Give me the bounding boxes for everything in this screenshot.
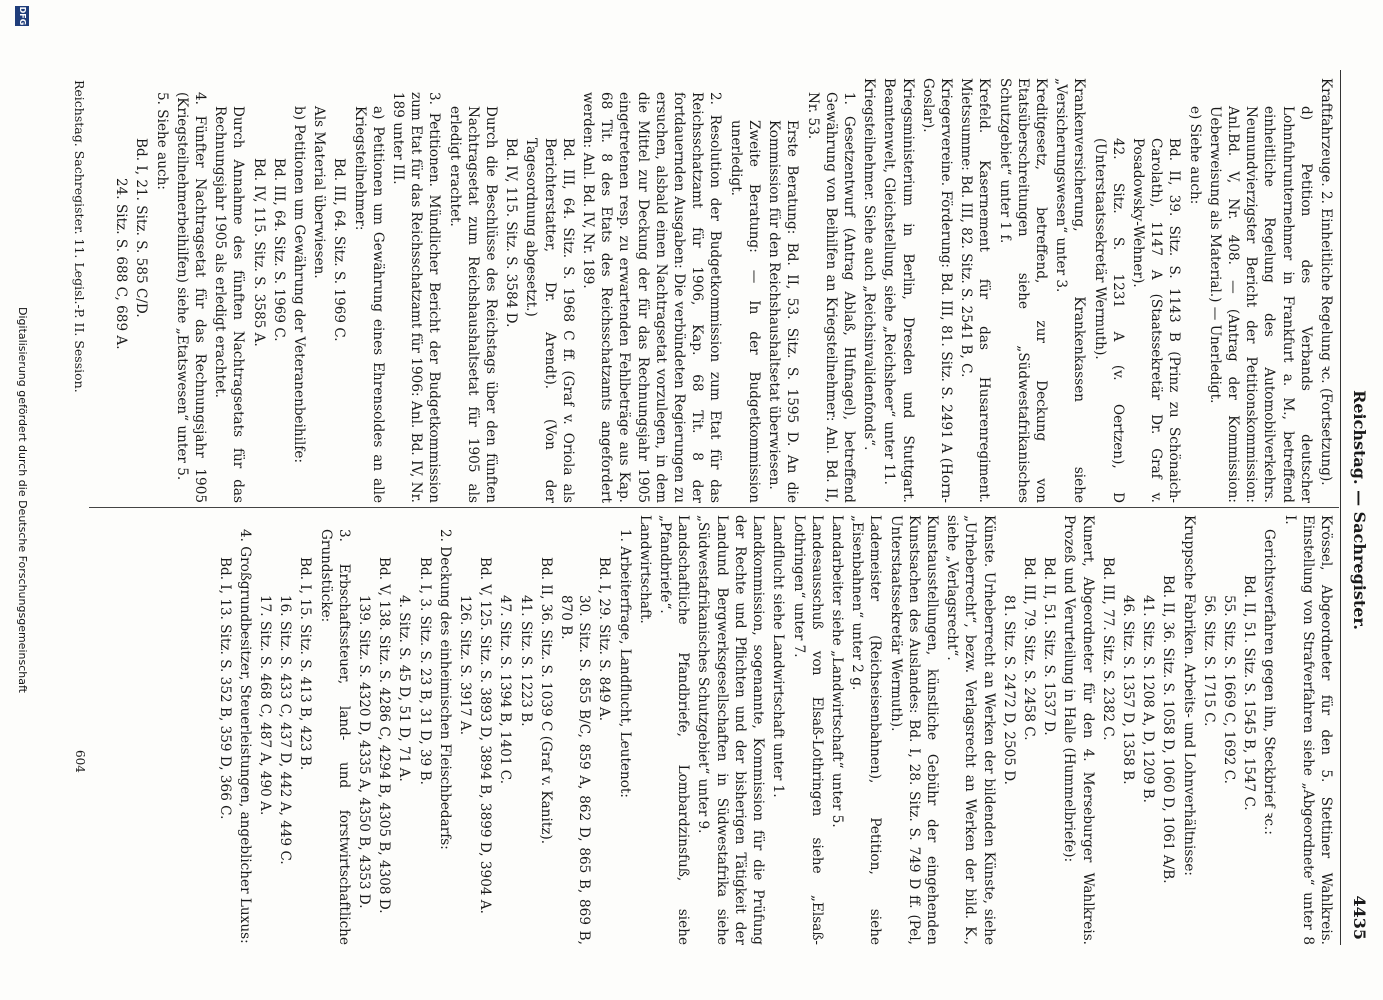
index-subentry: Zweite Beratung: — In der Budgetkommission unerledigt.: [727, 120, 762, 503]
index-subentry: Als Material überwiesen.: [311, 106, 328, 279]
header-rule: [1340, 70, 1341, 945]
index-subentry: Bd. II, 36. Sitz. S. 1039 C (Graf v. Kanitz).: [537, 557, 554, 845]
index-subentry: 42. Sitz. S. 1231 A (v. Oertzen), D (Unterstaatssekretär Wermuth).: [1091, 138, 1126, 503]
index-subentry: Bd. IV, 115. Sitz. S. 3584 D.: [503, 138, 520, 328]
index-subentry: Bd. II, 39. Sitz. S. 1143 B (Prinz zu Schönaich-Carolath), 1147 A (Staatssekretär Dr. Graf v. Posadowsky-Wehner).: [1129, 138, 1183, 503]
index-subentry: Bd. I, 3. Sitz. S. 23 B, 31 D, 39 B.: [416, 557, 433, 785]
index-subentry: Bd. V, 138. Sitz. S. 4286 C, 4294 B, 4305 B, 4308 D.: [376, 557, 393, 914]
index-heading-entry: Lademeister (Reichseisenbahnen), Petition, siehe „Eisenbahnen“ unter 2 g.: [849, 515, 884, 945]
index-heading-entry: Kriegsteilnehmer. Siehe auch „Reichsinvalidenfonds“.: [861, 78, 878, 451]
page-number: 4435: [1350, 895, 1369, 940]
footer-page-number: 604: [73, 750, 87, 773]
column-divider: [89, 507, 1339, 508]
page-header: [1343, 80, 1369, 940]
index-subentry: Bd. III, 77. Sitz. S. 2382 C.: [1099, 557, 1116, 741]
index-subentry: Durch die Beschlüsse des Reichstags über den fünften Nachtragsetat zum Reichshaushaltsetat für 1905 als erledigt erachtet.: [446, 106, 500, 503]
index-heading-entry: Kunstausstellungen, künstliche Gebühr der eingehenden Kunstsachen des Auslandes: Bd. I, 28. Sitz. S. 749 D ff. (Pel, Unterstaatssekretär Wermuth).: [887, 515, 940, 945]
index-subentry: 3. Petitionen. Mündlicher Bericht der Budgetkommission zum Etat für das Reichsschatzamt für 1906: Anl. Bd. IV, Nr. 189 unter III.: [390, 92, 443, 503]
index-heading-entry: Krefeld. Kasernement für das Husarenregiment. Mietssumme: Bd. III, 82. Sitz. S. 2541 B, C.: [958, 78, 993, 503]
index-subentry: 139. Sitz. S. 4320 D, 4335 A, 4350 B, 4353 D.: [356, 595, 373, 909]
index-subentry: 55. Sitz. S. 1669 C, 1692 C.: [1220, 595, 1237, 784]
index-heading-entry: Landarbeiter siehe „Landwirtschaft“ unter 5.: [828, 515, 845, 828]
dfg-logo: DFG: [15, 6, 29, 26]
index-subentry: 5. Siehe auch:: [153, 92, 170, 190]
index-subentry: 81. Sitz. S. 2472 D, 2505 D.: [1000, 595, 1017, 785]
index-heading-entry: Kreditgesetz, betreffend, zur Deckung von Etatsüberschreitungen siehe „Südwestafrikanisches Schutzgebiet“ unter 1 f.: [996, 78, 1049, 503]
index-subentry: Erste Beratung: Bd. II, 53. Sitz. S. 1595 D. An die Kommission für den Reichshaushaltsetat überwiesen.: [766, 120, 801, 503]
index-subentry: 47. Sitz. S. 1394 B, 1401 C.: [497, 595, 514, 785]
index-subentry: Bd. II, 36. Sitz. S. 1058 D, 1060 D, 1061 A/B.: [1160, 575, 1177, 884]
index-subentry: 17. Sitz. S. 468 C, 487 A, 490 A.: [257, 595, 274, 816]
index-heading-entry: Landschaftliche Pfandbriefe, Lombardzinsfuß, siehe „Pfandbriefe“.: [657, 515, 692, 945]
index-subentry: Bd. II, 51. Sitz. S. 1537 D.: [1041, 557, 1058, 736]
index-subentry: 4. Sitz. S. 45 D, 51 D, 71 A.: [396, 595, 413, 782]
footer-signature: Reichstag. Sachregister. 11. Legisl.-P. II. Session.: [72, 80, 87, 393]
index-subentry: d) Petition des Verbands deutscher Lohnfuhrunternehmer in Frankfurt a. M., betreffend einheitliche Regelung des Automobilverkehrs. Neunundvierzigster Bericht der Petitionskommission: Anl.Bd. V, Nr. 408. — (Antrag der Kommission: Ueberweisung als Material.) — Unerledigt.: [1206, 106, 1314, 503]
index-subentry: 4. Fünfter Nachtragsetat für das Rechnungsjahr 1905 (Kriegsteilnehmerbeihilfen) siehe „Etatswesen“ unter 5.: [173, 92, 209, 503]
index-heading-entry: Landwirtschaft.: [636, 515, 653, 624]
header-title: Reichstag. — Sachregister.: [1350, 390, 1369, 630]
index-subentry: Bd. I, 21. Sitz. S. 585 C/D.: [133, 138, 150, 318]
index-subentry: Bd. I, 29. Sitz. S. 849 A.: [596, 557, 613, 722]
index-subentry: Bd. III, 64. Sitz. S. 1969 C.: [270, 158, 287, 342]
index-subentry: 1. Gesetzentwurf (Antrag Ablaß, Hufnagel), betreffend Gewährung von Beihilfen an Kriegsteilnehmer: Anl. Bd. II, Nr. 53.: [804, 92, 857, 503]
index-subentry: Bd. III, 64. Sitz. S. 1969 C.: [331, 158, 348, 342]
index-subentry: b) Petitionen um Gewährung der Veteranenbeihilfe:: [291, 106, 308, 464]
index-heading-entry: Krössel, Abgeordneter für den 5. Stettiner Wahlkreis. Einstellung von Strafverfahren siehe „Abgeordnete“ unter 8 I.: [1281, 515, 1334, 945]
index-subentry: a) Petitionen um Gewährung eines Ehrensoldes an alle Kriegsteilnehmer:: [351, 106, 386, 503]
digitization-credit: Digitalisierung gefördert durch die Deutsche Forschungsgemeinschaft: [16, 307, 29, 693]
index-subentry: Bd. III, 79. Sitz. S. 2458 C.: [1020, 557, 1037, 741]
index-subentry: 46. Sitz. S. 1357 D, 1358 B.: [1119, 595, 1136, 785]
index-subentry: e) Siehe auch:: [1186, 106, 1203, 205]
index-heading-entry: Landflucht siehe Landwirtschaft unter 1.: [770, 515, 787, 798]
left-column: [110, 78, 1335, 503]
index-subentry: Bd. II, 51. Sitz. S. 1545 B, 1547 C.: [1241, 575, 1258, 811]
index-subentry: 41. Sitz. S. 1223 B.: [517, 595, 534, 727]
index-subentry: Gerichtsverfahren gegen ihn, Steckbrief ꝛc.:: [1261, 529, 1278, 835]
index-subentry: 3. Erbschaftssteuer, land- und forstwirtschaftliche Grundstücke:: [317, 529, 352, 945]
index-subentry: 126. Sitz. S. 3917 A.: [457, 595, 474, 736]
index-subentry: Durch Annahme des fünften Nachtragsetats für das Rechnungsjahr 1905 als erledigt erachtet.: [212, 106, 247, 503]
index-heading-entry: Krankenversicherung, Krankenkassen siehe „Versicherungswesen“ unter 3.: [1053, 78, 1088, 503]
index-subentry: Bd. V, 125. Sitz. S. 3893 D, 3894 B, 3899 D, 3904 A.: [477, 557, 494, 914]
index-subentry: 2. Resolution der Budgetkommission zum Etat für das Reichsschatzamt für 1906, Kap. 68 Tit. 8 der fortdauernden Ausgaben: Die verbündeten Regierungen zu ersuchen, alsbald einen Nachtragsetat vorzulegen, in dem die Mittel zur Deckung der für das Rechnungsjahr 1905 eingetretenen resp. zu erwartenden Fehlbeträge aus Kap. 68 Tit. 8 des Etats des Reichsschatzamts angefordert werden: Anl. Bd. IV, Nr. 189.: [580, 92, 724, 503]
index-heading-entry: Künste. Urheberrecht an Werken der bildenden Künste, siehe „Urheberrecht“, bezw. Verlagsrecht an Werken der bild. K., siehe „Verlagsrecht“.: [944, 515, 997, 945]
index-heading-entry: Landesausschuß von Elsaß-Lothringen siehe „Elsaß-Lothringen“ unter 7.: [790, 515, 825, 945]
index-subentry: Bd. I, 15. Sitz. S. 413 B, 423 B.: [297, 557, 314, 771]
index-subentry: 16. Sitz. S. 433 C, 437 D, 442 A, 449 C.: [277, 595, 294, 865]
index-subentry: 56. Sitz. S. 1715 C.: [1200, 595, 1217, 727]
index-heading-entry: Kraftfahrzeuge. 2. Einheitliche Regelung ꝛc. (Fortsetzung).: [1318, 78, 1334, 486]
index-subentry: Bd. IV, 115. Sitz. S. 3585 A.: [250, 158, 267, 347]
index-heading-entry: Landkommission, sogenannte, Kommission für die Prüfung der Rechte und Pflichten und der bisherigen Tätigkeit der Landund Bergwerksgesellschaften in Südwestafrika siehe „Südwestafrikanisches Schutzgebiet“ unter 9.: [695, 515, 767, 945]
index-subentry: 2. Deckung des einheimischen Fleischbedarfs:: [436, 529, 453, 850]
index-subentry: Bd. III, 64. Sitz. S. 1968 C ff. (Graf v. Oriola als Berichterstatter, Dr. Arendt). (Von der Tagesordnung abgesetzt.): [523, 138, 576, 503]
index-subentry: 30. Sitz. S. 855 B/C, 859 A, 862 D, 865 B, 869 B, 870 B.: [558, 595, 593, 945]
index-heading-entry: Kriegervereine. Förderung: Bd. III, 81. Sitz. S. 2491 A (Horn-Goslar).: [919, 78, 954, 503]
index-subentry: 24. Sitz. S. 688 C, 689 A.: [113, 178, 130, 350]
index-heading-entry: Kriegsministerium in Berlin, Dresden und Stuttgart. Beamtenwelt, Gleichstellung, siehe „Reichsheer“ unter 11.: [881, 78, 916, 503]
index-heading-entry: Kruppsche Fabriken. Arbeits- und Lohnverhältnisse:: [1180, 515, 1197, 876]
index-subentry: 41. Sitz. S. 1208 A, D, 1209 B.: [1140, 595, 1157, 803]
index-subentry: 1. Arbeiterfrage, Landflucht, Leutenot:: [616, 529, 633, 798]
right-column: [213, 515, 1335, 945]
index-subentry: Bd. I, 13. Sitz. S. 352 B, 359 D, 366 C.: [216, 557, 233, 820]
index-subentry: 4. Großgrundbesitzer, Steuerleistungen, angeblicher Luxus:: [236, 529, 253, 944]
index-heading-entry: Kunert, Abgeordneter für den 4. Merseburger Wahlkreis. Prozeß und Verurteilung in Halle (Hummelbriefe):: [1061, 515, 1096, 945]
